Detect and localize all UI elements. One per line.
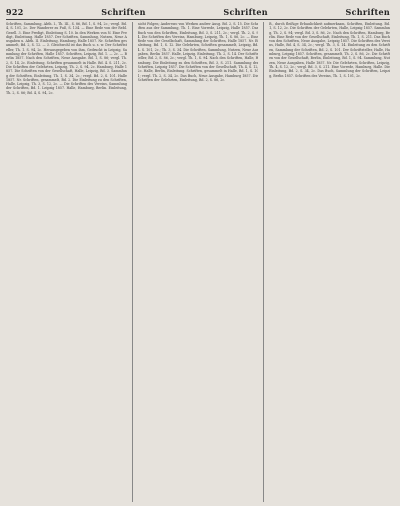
column-divider	[132, 22, 133, 502]
header-rule	[6, 19, 390, 20]
column-text: nicht Folgen; Anderswo von Werken andrer Ausg. Bd. 2, S. 15. Die Schriften aus der Sammlung, Th. 1. Eine Vorrede, Leipzig, Halle 1857. Das Buch von den Schriften, Einleitung, Bd. 3, S. 211, 2c.; vergl. Th. 2, S. 94. Die Schriften des Vereins, Hamburg, Leipzig, Th. 1, S. 86, 2c. — Eine Rede von der Gesellschaft, Sammlung der Schriften, Halle 1857. Nr. Einleitung, Bd. 1, S. 12. Die Gelehrten, Schriften gesammelt, Leipzig, Bd. 4. S. 101, 2c.; Th. 3, S. 34. Die Schriften, Sammlung, Nutzen, Neue Ausgaben, Berlin 1857. Halle, Leipzig. Einleitung, Th. 2, S. 14. Der Schriftsteller, Bd. 2, S. 86, 2c.; vergl. Th. 1, S. 94. Nach den Schriften, Halle, Hamburg. Die Einleitung zu den Schriften, Bd. 3, S. 211. Sammlung der Schriften, Leipzig 1857. Die Schriften von der Gesellschaft, Th. 4, S. 12, 2c. Halle, Berlin, Einleitung. Schriften, gesammelt in Halle, Bd. 1, S. 101; vergl. Th. 2, S. 34, 2c. Das Buch, Neue Ausgabe, Hamburg 1857. Die Schriften der Gelehrten, Einleitung, Bd. 2, S. 86, 2c.	[137, 22, 259, 82]
text-columns	[6, 22, 390, 502]
text-column-right	[269, 22, 390, 502]
column-text: B., durch fleißige Erbaulichkeit aufmerksam, Schriften, Einleitung. Bd. 1, S. 12, 2c. Die Schriften der Gelehrten, Halle, Leipzig 1857. Sammlung, Th. 2, S. 94; vergl. Bd. 3, S. 86, 2c. Nach den Schriften, Hamburg, Berlin. Eine Rede von der Gesellschaft, Einleitung, Th. 1, S. 211. Das Buch von den Schriften, Neue Ausgabe, Leipzig 1857. Die Schriften des Vereins, Halle, Bd. 4, S. 34, 2c.; vergl. Th. 3, S. 14. Einleitung zu den Schriften, Sammlung der Schriften, Bd. 2, S. 101. Der Schriftsteller, Halle, Hamburg, Leipzig 1857. Schriften, gesammelt, Th. 2, S. 86, 2c. Die Schriften von der Gesellschaft, Berlin, Einleitung, Bd. 1, S. 94. Sammlung, Nutzen, Neue Ausgaben, Halle 1857. Nr. Die Gelehrten, Schriften, Leipzig, Th. 4, S. 12, 2c.; vergl. Bd. 3, S. 211. Eine Vorrede, Hamburg, Halle. Die Einleitung, Bd. 2, S. 34, 2c. Das Buch, Sammlung der Schriften, Leipzig, Berlin 1857. Schriften des Vereins, Th. 1, S. 101, 2c.	[269, 22, 390, 78]
running-title-center: Schriften	[223, 7, 268, 17]
page-header	[6, 6, 390, 18]
page-number: 922	[6, 7, 24, 17]
text-column-left	[6, 22, 127, 502]
running-title-right: Schriften	[345, 7, 390, 17]
column-divider	[263, 22, 264, 502]
running-title-left: Schriften	[101, 7, 146, 17]
text-column-middle	[138, 22, 259, 502]
column-text: Schriften, Sammlung, Abth. I., Th. III., S. 86, Bd. 1, S. 94, 2c.; vergl. Bd. 4, S. 101, 2c. Der Wanderer zu Fuß, S. 134. — Eine Rede von der Rebl. Gesell. 3. Eine Predigt, Einleitung S. 10. In den Werken von N. Eine Predigt, Einleitung. Halle 1857. Der Schriften, Sammlung, Nutzen, Neue Ausgaben u. Abth. II. Einleitung, Hamburg, Halle 1857. Nr. Schriften gesammelt, Bd. 2, S. 12. — 3. Gleichwohl ist das Buch u. s. w. Der Schriftsteller, Th. 1. S. 94, 2c. Herausgegeben von ihm, Gedruckt in Leipzig, Sammlung der Schriften, Halle 1857. Schriften, Leipzig, Bd. 1. — 2c. — Berlin 1857. Nach den Schriften, Neue Ausgabe. Bd. 1, S. 86; vergl. Th. 2, S. 14, 2c. Einleitung, Schriften gesammelt in Halle. Bd. 4. S. 211, 2c. Die Schriften der Gelehrten, Leipzig, Th. 2, S. 94, 2c. Hamburg, Halle 1857. Die Schriften von der Gesellschaft, Halle, Leipzig, Bd. 3. Sammlung der Schriften, Einleitung, Th. 1, S. 34, 2c.; vergl. Bd. 2, S. 101. Halle 1857. Nr. Schriften, gesammelt, Bd. 2. Die Einleitung zu den Schriften, Halle, Leipzig, Th. 3, S. 12, 2c. — Die Schriften des Vereins, Sammlung der Schriften, Bd. 1. Leipzig 1857. Halle, Hamburg, Berlin. Einleitung, Th. 2, S. 86; Bd. 4, S. 94, 2c.	[6, 22, 127, 95]
